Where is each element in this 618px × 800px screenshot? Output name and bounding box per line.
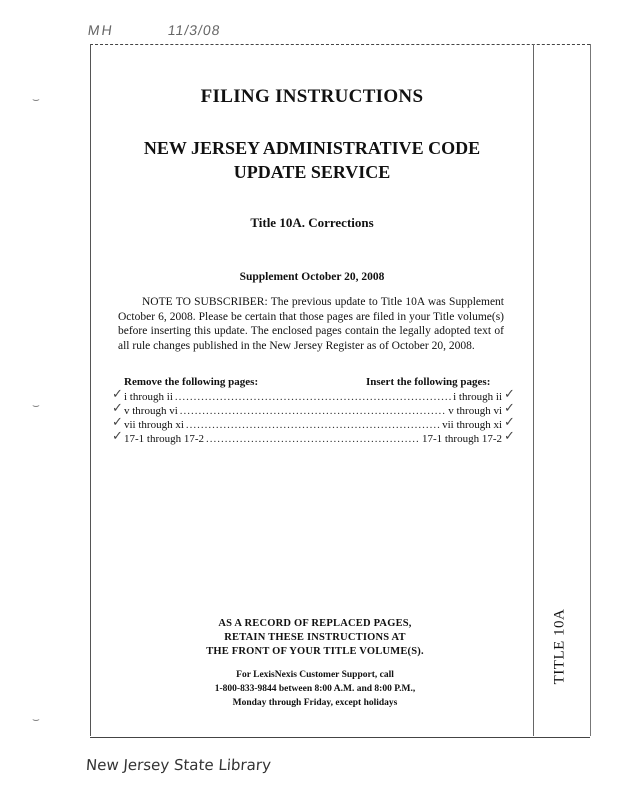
dot-leader <box>180 405 446 417</box>
insert-range: v through vi <box>448 405 502 417</box>
title-subtitle: Title 10A. Corrections <box>250 215 374 230</box>
record-notice-line-2: RETAIN THESE INSTRUCTIONS AT <box>224 632 406 643</box>
check-mark-icon: ✓ <box>112 415 123 430</box>
supplement-date: Supplement October 20, 2008 <box>239 271 385 283</box>
check-mark-icon: ✓ <box>112 401 123 416</box>
record-notice-line-1: AS A RECORD OF REPLACED PAGES, <box>218 618 412 629</box>
remove-pages-heading: Remove the following pages: <box>124 376 259 388</box>
tab-divider-line <box>533 44 534 736</box>
page-list-row <box>124 419 502 431</box>
check-mark-icon: ✓ <box>504 387 515 402</box>
remove-range: i through ii <box>124 391 173 403</box>
margin-hole-mark: ⌣ <box>32 712 40 726</box>
check-mark-icon: ✓ <box>504 429 515 444</box>
dot-leader <box>186 419 440 431</box>
insert-pages-heading: Insert the following pages: <box>366 376 491 388</box>
page-list-row <box>124 405 502 417</box>
check-mark-icon: ✓ <box>112 387 123 402</box>
insert-range: 17-1 through 17-2 <box>421 433 502 445</box>
insert-range: i through ii <box>453 391 502 403</box>
support-line-3: Monday through Friday, except holidays <box>232 698 398 708</box>
support-line-2: 1-800-833-9844 between 8:00 A.M. and 8:00 P.M., <box>214 684 416 694</box>
heading-line-2: UPDATE SERVICE <box>233 162 391 182</box>
check-mark-icon: ✓ <box>112 429 123 444</box>
handwritten-date: 11/3/08 <box>166 22 222 38</box>
dot-leader <box>175 391 451 403</box>
heading-line-1: NEW JERSEY ADMINISTRATIVE CODE <box>143 138 481 158</box>
insert-range: vii through xi <box>442 419 502 431</box>
handwritten-initials: MH <box>86 22 115 38</box>
page-list-row <box>124 391 502 403</box>
library-stamp: New Jersey State Library <box>85 756 272 774</box>
remove-range: v through vi <box>124 405 178 417</box>
side-tab-title <box>545 600 575 692</box>
margin-hole-mark: ⌣ <box>32 92 40 106</box>
remove-range: vii through xi <box>124 419 184 431</box>
check-mark-icon: ✓ <box>504 401 515 416</box>
note-to-subscriber: NOTE TO SUBSCRIBER: The previous update to Title 10A was Supplement October 6, 2008. Please be certain that those pages are filed in your Title volume(s) before inserting this update. The enclosed pages contain the legally adopted text of all rule changes published in the New Jersey Register as of October 20, 2008. <box>118 296 504 352</box>
margin-hole-mark: ⌣ <box>32 398 40 412</box>
frame-left-border <box>90 44 91 736</box>
dot-leader <box>206 433 420 445</box>
support-line-1: For LexisNexis Customer Support, call <box>236 670 394 680</box>
side-tab-label: TITLE 10A <box>551 608 568 684</box>
remove-range: 17-1 through 17-2 <box>124 433 205 445</box>
frame-right-border <box>590 44 591 736</box>
record-notice-line-3: THE FRONT OF YOUR TITLE VOLUME(S). <box>206 646 424 657</box>
page-title: FILING INSTRUCTIONS <box>200 86 424 107</box>
check-mark-icon: ✓ <box>504 415 515 430</box>
page-list-row <box>124 433 502 445</box>
